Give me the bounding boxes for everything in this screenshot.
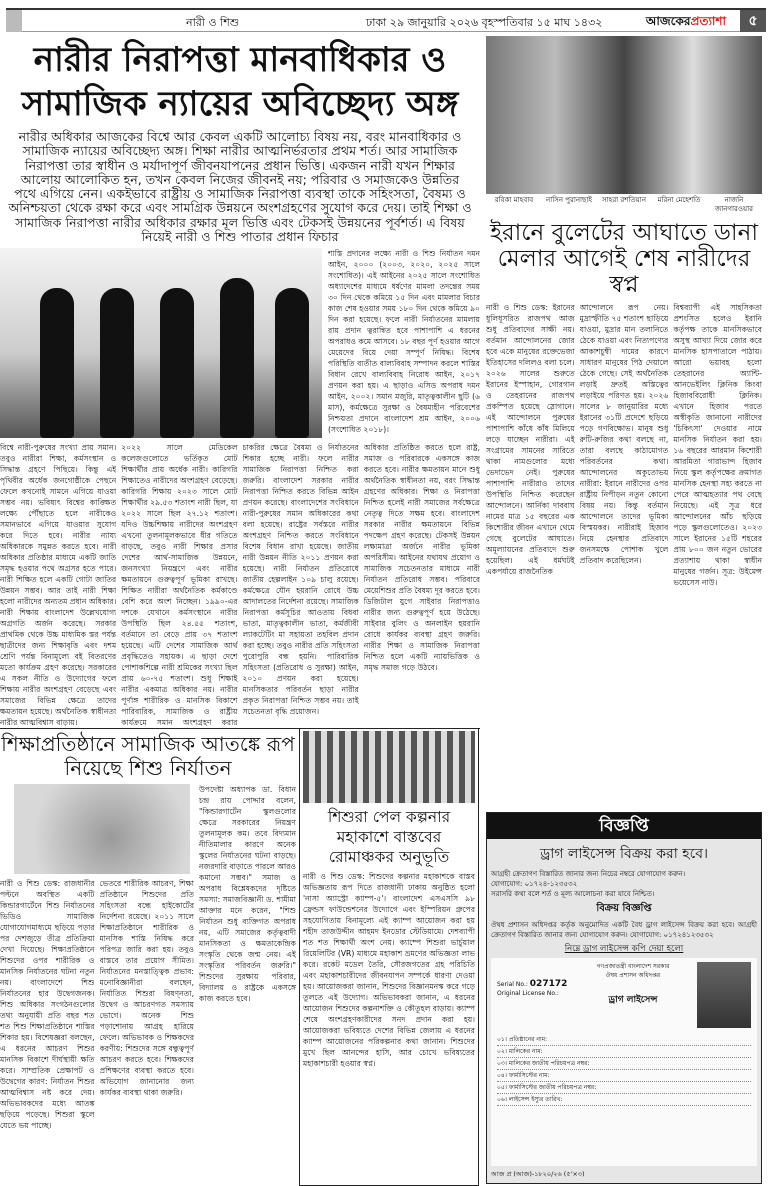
ad-line: আগ্রহী ক্রেতাগণ বিস্তারিত জানার জন্য নিচের নম্বরে যোগাযোগ করুন।	[491, 870, 686, 878]
sale-title: বিক্রয় বিজ্ঞপ্তি	[596, 903, 652, 914]
child-headline: শিক্ষাপ্রতিষ্ঠানে সামাজিক আতঙ্কে রূপ নিয়েছে শিশু নির্যাতন	[1, 732, 295, 780]
space-body: নারী ও শিশু ডেস্ক: শিশুদের কল্পনার মহাকাশকে বাস্তব অভিজ্ঞতায় রূপ দিতে রাজধানী ঢাকায় অনুষ্ঠিত হলো 'নাসা অ্যাস্ট্রো ক্যাম্প-৫'। বাংলাদেশ এসএসসি ৯৮ ফ্রেন্ডস ফাউন্ডেশনের উদ্যোগে এবং ইস্পিরিয়ন গ্রুপের সহযোগিতায় বিনামূল্যে এই ক্যাম্প আয়োজন করা হয় শহীদ তাজউদ্দীন আহমদ ইনডোর স্টেডিয়ামে। দেশব্যাপী শত শত শিক্ষার্থী অংশ নেয়। ক্যাম্পে শিশুরা ভার্চুয়াল রিয়েলিটির (VR) মাধ্যমে মহাকাশ ভ্রমণের অভিজ্ঞতা লাভ করে। রকেট মডেল তৈরি, সৌরজগতের গ্রহ পরিচিতি এবং মহাকাশচারীদের জীবনযাপন সম্পর্কে ধারণা দেওয়া হয়। আয়োজকরা জানান, শিশুদের বিজ্ঞানমনস্ক করে গড়ে তুলতে এই উদ্যোগ। অভিভাবকরা জানান, এ ধরনের আয়োজন শিশুদের কল্পনাশক্তি ও কৌতূহল বাড়ায়। ক্যাম্প শেষে অংশগ্রহণকারীদের সনদ প্রদান করা হয়। আয়োজকরা ভবিষ্যতে দেশের বিভিন্ন জেলায় এ ধরনের ক্যাম্প আয়োজনের পরিকল্পনার কথা জানান। শিশুদের মুখে ছিল আনন্দের হাসি, আর চোখে ভবিষ্যতের মহাকাশচারী হওয়ার স্বপ্ন।	[303, 872, 475, 1068]
main-column-4: অধিকার প্রতিষ্ঠিত করতে হলে রাষ্ট্র, সমাজ ও পরিবারকে একসঙ্গে কাজ করতে হবে। নারীর ক্ষমতায়ন মানে শুধু অর্থনৈতিক স্বাধীনতা নয়, বরং সিদ্ধান্ত গ্রহণের অধিকার। শিক্ষা ও নিরাপত্তা নিশ্চিত হলেই নারী সমাজের সর্বক্ষেত্রে নেতৃত্ব দিতে সক্ষম হবে। বাংলাদেশ সরকার নারীর ক্ষমতায়নে বিভিন্ন পদক্ষেপ গ্রহণ করেছে। টেকসই উন্নয়ন লক্ষ্যমাত্রা অর্জনে নারীর ভূমিকা অপরিসীম। আইনের যথাযথ প্রয়োগ ও সামাজিক সচেতনতার মাধ্যমে নারী নির্যাতন প্রতিরোধ সম্ভব। পরিবারে মেয়েশিশুর প্রতি বৈষম্য দূর করতে হবে। ডিজিটাল যুগে সাইবার নিরাপত্তাও নারীর জন্য গুরুত্বপূর্ণ হয়ে উঠেছে। সাইবার বুলিং ও অনলাইন হয়রানি রোধে কার্যকর ব্যবস্থা গ্রহণ জরুরি। নারীর শিক্ষা ও সামাজিক নিরাপত্তা নিশ্চিত হলে একটি ন্যায়ভিত্তিক ও সমৃদ্ধ সমাজ গড়ে উঠবে।	[363, 443, 480, 672]
ad-subtitle: ড্রাগ লাইসেন্স বিক্রয় করা হবে।	[539, 846, 709, 862]
iran-column-1: নারী ও শিশু ডেস্ক: ইরানের ধুলিধূসরিত রাজপথ আজ শুধু প্রতিবাদের সাক্ষী নয়। বর্তমান আন্দোলনের জোর হবে একে মানুষের রক্তেভেজা ইতিহাসের দলিলও বলা চলে। ২০২৬ সালের শুরুতে ইরানের ইস্পাহান, গোরগান ও তেহরানের রাজপথ প্রকম্পিত হয়েছে স্লোগানে। এই আন্দোলনে পুরুষের পাশাপাশি কাঁধে কাঁধ মিলিয়ে লড়ে যাচ্ছেন নারীরা। এই সংগ্রামের সামনের সারিতে থাকা নামগুলোর মধ্যে ভেদাভেদ নেই। পুরুষের পাশাপাশি নারীরাও তাদের উপস্থিতি নিশ্চিত করেছেন আন্দোলনে। আর্নিকা দাববাঘ নামের মাত্র ১৫ বছরের এক কিশোরীর জীবন এখানে থেমে গেছে বুলেটের আঘাতে। অমূল্যায়নের প্রতিবাদে শুরু হয়েছিল। এই ধর্মঘটই একপর্যায়ে রাজনৈতিক	[486, 303, 575, 576]
sale-text: ঔষধ প্রশাসন অধিদপ্তর কর্তৃক অনুমোদিত একটি বৈধ ড্রাগ লাইসেন্স বিক্রয় করা হবে। আগ্রহী ক্রেতাগণ বিস্তারিত জানার জন্য যোগাযোগ করুন। যোগাযোগ: ০১৭২৪১২৩৫৩২	[491, 921, 757, 939]
ad-contact: যোগাযোগ: ০১৭২৪-১২৩৫৩২	[491, 880, 578, 888]
silhouette-photo	[0, 248, 322, 438]
newspaper-logo: আজকেরপ্রত্যাশা	[645, 14, 726, 28]
photo-caption: সাহরা রশতিয়ান	[601, 196, 647, 204]
child-column-3: উপদেষ্টা অধ্যাপক ডা. বিধান চন্দ্র রায় পোদ্দার বলেন, "কিন্ডারগার্টেন স্কুলগুলোর ক্ষেত্রে সরকারের নিয়ন্ত্রণ তুলনামূলক কম। তবে বিদ্যমান নীতিমালার কারণে অনেক স্কুলের নির্যাতনের ঘটনা বাড়ছে। নজরদারি বাড়াতে পারলে আরও কমানো সম্ভব।" সমাজ ও অপরাধ বিশ্লেষকদের দৃষ্টিতে সমস্যা: সমাজবিজ্ঞানী ড. শামীমা আক্তার মনে করেন, "শিশু নির্যাতন শুধু ব্যক্তিগত অপরাধ নয়, এটি সমাজের কর্তৃত্ববাদী মানসিকতা ও ক্ষমতাকেন্দ্রিক সংস্কৃতি থেকে জন্ম নেয়। এই সংস্কৃতির পরিবর্তন জরুরি।" শিশুদের সুরক্ষায় পরিবার, বিদ্যালয় ও রাষ্ট্রকে একসঙ্গে কাজ করতে হবে।	[199, 785, 296, 1003]
issue-date: ঢাকা ২৯ জানুয়ারি ২০২৬ বৃহস্পতিবার ১৫ মাঘ ১৪৩২	[366, 16, 603, 29]
license-field: ০৪। ফার্মাসিস্টের নাম:	[497, 1070, 751, 1082]
original-label: Original License No.:	[497, 990, 559, 997]
arrow-icon	[6, 10, 22, 32]
iran-column-3: বিশ্বব্যাপী এই সাহসিকতা প্রশংসিত হলেও ইরানি কর্তৃপক্ষ তাকে মানসিকভাবে অসুস্থ আখ্যা দিয়ে জোর করে মানসিক হাসপাতালে পাঠায়। আরো ভয়াবহ হলো তেহরানের অ্যান্টি-আনভেইলিং ক্লিনিক কিংবা হিজাববিরোধী ক্লিনিক। এখানে হিজাব পরতে অস্বীকৃতি জানানো নারীদের 'চিকিৎসা' দেওয়ার নামে মানসিক নির্যাতন করা হয়। ১৬ বছরের আরমান কিশোরী আরমিতা গারাভান্দ হিজাব নিয়ে স্কুল কর্তৃপক্ষের ক্রমাগত মানসিক হেনস্থা সহ্য করতে না পেরে আত্মহত্যার পথ বেছে নিয়েছে। এই সূত্র ধরে আন্দোলনের আঁচ ছড়িয়ে পড়ে স্কুলগুলোতেও। ২০২৩ সালে ইরানের ১৫টি শহরের প্রায় ৮০০ জন নতুন ভোরের প্রত্যাশায় থাকা স্বাধীন মানুষের গর্জন। সূত্র: উইমেন্স ভয়েসেস নাউ।	[673, 303, 763, 587]
main-lead: নারীর অধিকার আজকের বিশ্বে আর কেবল একটি আলোচ্য বিষয় নয়, বরং মানবাধিকার ও সামাজিক ন্যায়ের অবিচ্ছেদ্য অঙ্গ। শিক্ষা নারীর আত্মনির্ভরতার প্রথম শর্ত। আর সামাজিক নিরাপত্তা তার স্বাধীন ও মর্যাদাপূর্ণ জীবনযাপনের প্রধান ভিত্তি। একজন নারী যখন শিক্ষার আলোয় আলোকিত হন, তখন কেবল নিজের জীবনই নয়; পরিবার ও সমাজকেও উন্নতির পথে এগিয়ে নেন। একইভাবে রাষ্ট্রীয় ও সামাজিক নিরাপত্তা ব্যবস্থা তাকে সহিংসতা, বৈষম্য ও অনিশ্চয়তা থেকে রক্ষা করে এবং সামগ্রিক উন্নয়নে অংশগ্রহণের সুযোগ করে দেয়। তাই শিক্ষা ও সামাজিক নিরাপত্তা নারীর অধিকার রক্ষার মূল ভিত্তি এবং টেকসই উন্নয়নের পূর্বশর্ত। এ বিষয় নিয়েই নারী ও শিশু পাতার প্রধান ফিচার	[8, 129, 472, 245]
main-feature-top	[0, 38, 480, 438]
license-field: ০২। মালিকের নাম:	[497, 1046, 751, 1058]
section-name: নারী ও শিশু	[186, 16, 240, 29]
serial-label: Serial No.:	[497, 981, 528, 988]
ad-title: বিজ্ঞপ্তি	[487, 813, 761, 839]
main-column-3: চাকরির ক্ষেত্রে বৈষম্য ও নির্যাতনের শিকার হচ্ছে নারী। ফলে নারীর সামাজিক নিরাপত্তা নিশ্চিত করা জরুরি। বাংলাদেশ সরকার নারীর নিরাপত্তা নিশ্চিত করতে বিভিন্ন আইন প্রণয়ন করেছে। বাংলাদেশের সংবিধানে নারী-পুরুষের সমান অধিকারের কথা বলা হয়েছে। রাষ্ট্রের সর্বস্তরে নারীর অংশগ্রহণ নিশ্চিত করতে সংবিধানে বিশেষ বিধান রাখা হয়েছে। জাতীয় নারী উন্নয়ন নীতি ২০১১ প্রণয়ন করা হয়েছে। নারী নির্যাতন প্রতিরোধে জাতীয় হেল্পলাইন ১০৯ চালু রয়েছে। কর্মক্ষেত্রে যৌন হয়রানি রোধে উচ্চ আদালতের নির্দেশনা রয়েছে। সামাজিক নিরাপত্তা কর্মসূচির আওতায় বিধবা ভাতা, মাতৃত্বকালীন ভাতা, কর্মজীবী ল্যাকটেটিং মা সহায়তা তহবিল প্রদান করা হচ্ছে। তবুও নারীর প্রতি সহিংসতা পুরোপুরি বন্ধ হয়নি। পারিবারিক সহিংসতা (প্রতিরোধ ও সুরক্ষা) আইন, ২০১০ প্রণয়ন করা হয়েছে। মানসিকতার পরিবর্তন ছাড়া নারীর প্রকৃত নিরাপত্তা নিশ্চিত সম্ভব নয়। তাই সচেতনতা বৃদ্ধি প্রয়োজন।	[242, 443, 359, 716]
license-field: ০৫। ফার্মাসিস্টের জাতীয় পরিচয়পত্র নম্বর:	[497, 1082, 751, 1094]
photo-caption: নাসিন পুরানাছাই	[546, 196, 592, 204]
space-camp-photo	[303, 731, 475, 803]
license-copy	[491, 958, 757, 1166]
main-column-2: ২০২২ সালে মেডিকেল কলেজগুলোতে ভর্তিকৃত মোট শিক্ষার্থীর প্রায় অর্ধেক নারী। কারিগরি শিক্ষাতেও নারীদের অংশগ্রহণ বেড়েছে। কারিগরি শিক্ষায় ২০২৩ সালে মোট শিক্ষার্থীর ২৯.৫৩ শতাংশ নারী ছিল, যা ২০২২ সালে ছিল ২৭.১২ শতাংশ। যদিও উচ্চশিক্ষায় নারীদের অংশগ্রহণ এখনো তুলনামূলকভাবে ধীর গতিতে বাড়ছে, তবুও নারী শিক্ষার প্রসার দেশের আর্থ-সামাজিক উন্নয়নে, জনসংখ্যা নিয়ন্ত্রণে এবং নারীর ক্ষমতায়নে গুরুত্বপূর্ণ ভূমিকা রাখছে। শিক্ষিত নারীরা অর্থনৈতিক কর্মকাণ্ডে বেশি করে অংশ নিচ্ছেন। ১৯৯০-এর দশকে যেখানে কর্মসংস্থানে নারীর উপস্থিতি ছিল ২৪.৫৫ শতাংশ, বর্তমানে তা বেড়ে প্রায় ৩৭ শতাংশ হয়েছে। এটি দেশের সামাজিক আর্থ প্রবৃদ্ধিতেও সহায়ক। এ ছাড়া দেশে পোশাকশিল্পে নারী শ্রমিকের সংখ্যা ছিল প্রায় ৬০-৭৫ শতাংশ। শুধু শিক্ষাই নারীর একমাত্র অধিকার নয়। নারীর পূর্ণাঙ্গ শারীরিক ও মানসিক বিকাশে পারিবারিক, সামাজিক ও রাষ্ট্রীয় কার্যক্রমে সমান অংশগ্রহণ করার	[121, 443, 238, 726]
page-header	[6, 8, 766, 32]
photo-caption: মরিনা মেহেশতি	[657, 196, 701, 204]
iran-women-photo	[486, 36, 762, 194]
main-headline: নারীর নিরাপত্তা মানবাধিকার ও সামাজিক ন্যায়ের অবিচ্ছেদ্য অঙ্গ	[21, 40, 459, 124]
license-gov: গণপ্রজাতন্ত্রী বাংলাদেশ সরকার	[596, 963, 670, 970]
photo-caption: রবিকা মাহবাব	[494, 196, 534, 204]
page-number: ৫	[740, 10, 766, 32]
photo-caption: নাজনি জানগারওয়ার	[714, 196, 754, 213]
space-headline: শিশুরা পেল কল্পনার মহাকাশে বাস্তবের রোমাঞ্চকর অনুভূতি	[327, 808, 451, 866]
iran-article	[486, 36, 762, 810]
license-field: ০১। প্রতিষ্ঠানের নাম:	[497, 1034, 751, 1046]
classified-ad	[486, 812, 762, 1184]
license-field: ০৩। মালিকের জাতীয় পরিচয়পত্র নম্বর:	[497, 1058, 751, 1070]
main-side-column: শাস্তি প্রদানের লক্ষ্যে নারী ও শিশু নির্যাতন দমন আইন, ২০০০ (২০০৩, ২০২০, ২০২৫ সালে সংশোধিত)। এই আইনের ২০২৫ সালে সংশোধিত অধ্যাদেশের মাধ্যমে ধর্ষণের মামলা তদন্তের সময় ৩০ দিন থেকে কমিয়ে ১৫ দিন এবং মামলার বিচার কাজ শেষ হওয়ার সময় ১৮০ দিন থেকে কমিয়ে ৯০ দিন করা হয়েছে। ফলে নারী নির্যাতনের মামলায় রায় প্রদান ত্বরান্বিত হবে পাশাপাশি এ ধরনের অপরাধও কমে আসবে। ১৮ বছর পূর্ণ হওয়ার আগে মেয়েদের বিয়ে দেয়া সম্পূর্ণ নিষিদ্ধ। বিশেষ পরিস্থিতি ব্যতীত বাল্যবিবাহ সম্পাদন করলে শাস্তির বিধান রেখে বাল্যবিবাহ নিরোধ আইন, ২০১৭ প্রণয়ন করা হয়। এ ছাড়াও এসিড অপরাধ দমন আইন, ২০০২। সমান মজুরি, মাতৃত্বকালীন ছুটি (৬ মাস), কর্মক্ষেত্রে সুরক্ষা ও বৈষম্যহীন পরিবেশের নিশ্চয়তা প্রদানে বাংলাদেশ শ্রম আইন, ২০০৬ (সংশোধিত ২০১৮)।	[328, 249, 480, 435]
child-column-2: ভেতরে শারীরিক আচরণ, শিক্ষা প্রতিষ্ঠানে শিশুদের প্রতি সহিংসতা বন্ধে হাইকোর্টের নির্দেশনা রয়েছে। ২০১১ সালে শিক্ষাপ্রতিষ্ঠানে শারীরিক ও মানসিক শাস্তি নিষিদ্ধ করে পরিপত্র জারি করা হয়। তবুও বাস্তবে তার প্রয়োগ সীমিত। নির্যাতনের মনস্তাত্ত্বিক প্রভাব: মনোবিজ্ঞানীরা বলছেন, নির্যাতিত শিশুরা বিষণ্নতা, উদ্বেগ ও আচরণগত সমস্যায় ভোগে। অনেক শিশু পড়াশোনায় আগ্রহ হারিয়ে ফেলে। অভিভাবক ও শিক্ষকদের করণীয়: শিশুদের সঙ্গে বন্ধুত্বপূর্ণ আচরণ করতে হবে। শিক্ষকদের প্রশিক্ষণের ব্যবস্থা করতে হবে। অভিযোগ জানানোর জন্য কার্যকর ব্যবস্থা থাকা জরুরি।	[99, 879, 194, 1097]
main-columns	[0, 442, 480, 726]
licensee-photo	[697, 962, 751, 1028]
space-box	[299, 728, 479, 1186]
license-title: ড্রাগ লাইসেন্স	[608, 995, 658, 1005]
serial-number: 027172	[529, 979, 568, 989]
iran-column-2: আন্দোলনে রূপ নেয়। মুদ্রাস্ফীতি ৭৫ শতাংশ ছাড়িয়ে যাওয়া, মুদ্রার মান তলানিতে ঠেকে যাওয়া এবং নিত্যপণ্যের আকাশচুম্বী দামের কারণে সাধারণ মানুষের পিঠ দেয়ালে ঠেকে গেছে। সেই অর্থনৈতিক লড়াই দ্রুতই অস্তিত্বের লড়াইয়ে পরিণত হয়। ২০২৬ সালের ৮ জানুয়ারির মধ্যে ইরানের ৩১টি প্রদেশে ছড়িয়ে পড়ে গণবিক্ষোভ। মানুষ শুধু রুটি-রুজির কথা বলছে না, তারা বলছে কাঠামোগত পরিবর্তনের কথা। আন্দোলনের অকুতোভয় নারীরা: ইরানে নারীদের ওপর রাষ্ট্রীয় নিপীড়ন নতুন কোনো বিষয় নয়। কিন্তু বর্তমান আন্দোলনে তাদের ভূমিকা বিস্ময়কর। নারীরাই হিজাব নিয়ে হেনস্থার প্রতিবাদে জনসমক্ষে পোশাক খুলে প্রতিবাদ করেছিলেন।	[579, 303, 669, 565]
ad-line: সরাসরি কথা বলে শর্ত ও মূল্য আলোচনা করা যাবে নিশ্চিত।	[491, 890, 655, 898]
ad-footer: আজ প্র (আজ)-১৮২০/২৬ (৫'×৩)	[491, 1170, 585, 1178]
main-column-1: বিশ্বে নারী-পুরুষের সংখ্যা প্রায় সমান। তবুও নারীরা শিক্ষা, কর্মসংস্থান ও সিদ্ধান্ত গ্রহণে পিছিয়ে। কিন্তু এই পৃথিবীর অর্ধেক জনগোষ্ঠীকে পেছনে ফেলে কখনোই সামনে এগিয়ে যাওয়া সম্ভব নয়। ভবিষ্যৎ বিশ্বের কাঙ্ক্ষিত লক্ষ্যে পৌঁছাতে হলে নারীকেও সমানভাবে এগিয়ে যাওয়ার সুযোগ করে দিতে হবে। নারীর ন্যায্য অধিকারকে সমুন্নত করতে হবে। নারী অধিকার প্রতিষ্ঠার মাধ্যমে একটি জাতি সমৃদ্ধ হওয়ার পথে অগ্রসর হতে পারে। নারী শিক্ষিত হলে একটি গোটা জাতির উন্নয়ন সম্ভব। আর তাই নারী শিক্ষা হলো নারীদের অন্যতম প্রধান অধিকার। নারী শিক্ষায় বাংলাদেশ উল্লেখযোগ্য অগ্রগতি অর্জন করেছে। সরকার প্রাথমিক থেকে উচ্চ মাধ্যমিক স্তর পর্যন্ত ছাত্রীদের জন্য শিক্ষাবৃত্তি এবং দশম শ্রেণি পর্যন্ত বিনামূল্যে বই বিতরণের মতো কার্যক্রম গ্রহণ করেছে। সরকারের এ সকল নীতি ও উদ্যোগের ফলে শিক্ষায় নারীর অংশগ্রহণ বেড়েছে এবং সমাজের বিভিন্ন ক্ষেত্রে তাদের ক্ষমতায়ন হয়েছে। অর্থনৈতিক স্বাধীনতা নারীর আত্মবিশ্বাস বাড়ায়।	[0, 443, 117, 726]
license-dept: ঔষধ প্রশাসন অধিদপ্তর	[605, 972, 661, 979]
child-column-1: নারী ও শিশু ডেস্ক: রাজধানীর পল্টনে অবস্থিত একটি কিন্ডারগার্টেনে শিশু নির্যাতনের ভিডিও সামাজিক যোগাযোগমাধ্যমে ছড়িয়ে পড়ার পর দেশজুড়ে তীব্র প্রতিক্রিয়া দেখা দিয়েছে। শিক্ষাপ্রতিষ্ঠানে শিশুদের ওপর শারীরিক ও মানসিক নির্যাতনের ঘটনা নতুন নয়। বাংলাদেশে শিশু নির্যাতনের হার উদ্বেগজনক। শিশু অধিকার সংগঠনগুলোর তথ্য অনুযায়ী প্রতি বছর শত শত শিশু শিক্ষাপ্রতিষ্ঠানে শাস্তির শিকার হয়। বিশেষজ্ঞরা বলছেন, এ ধরনের আচরণ শিশুর মানসিক বিকাশে দীর্ঘস্থায়ী ক্ষতি করে। সাম্প্রতিক প্রেক্ষাপট ও উদ্বেগের কারণ: নির্যাতন শিশুর আত্মবিশ্বাস নষ্ট করে দেয়। অভিভাবকদের মধ্যে আতঙ্ক ছড়িয়ে পড়েছে। শিশুরা স্কুলে যেতে ভয় পাচ্ছে।	[0, 879, 95, 1130]
child-article	[0, 732, 296, 1184]
copy-title: নিম্নে ড্রাগ লাইসেন্স কপি দেয়া হলো	[564, 944, 684, 954]
child-abuse-photo	[14, 784, 190, 874]
photo-captions	[486, 194, 762, 216]
iran-photo-block	[486, 36, 762, 216]
iran-headline: ইরানে বুলেটের আঘাতে ডানা মেলার আগেই শেষ নারীদের স্বপ্ন	[490, 220, 758, 298]
license-field: ০৬। লাইসেন্স ইস্যুর তারিখ:	[497, 1094, 751, 1106]
